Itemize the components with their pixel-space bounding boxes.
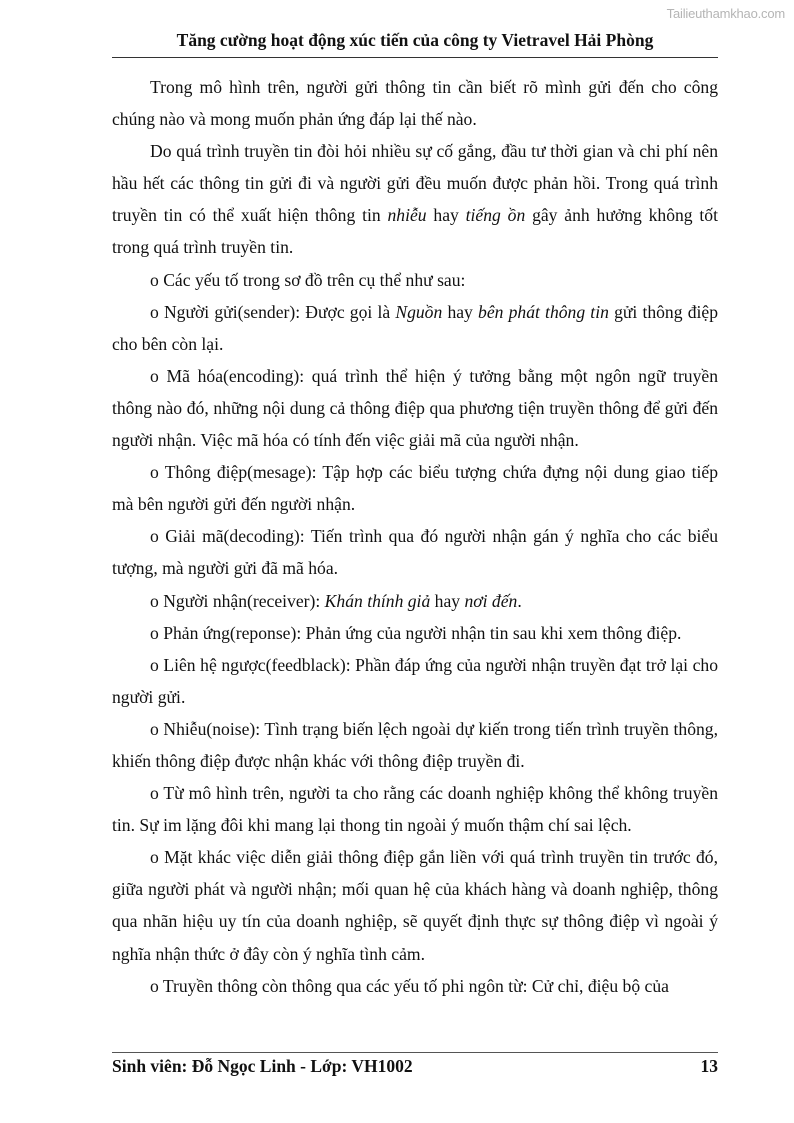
italic-text: bên phát thông tin [478, 301, 609, 322]
paragraph [112, 617, 718, 649]
text-run: gây ảnh hưởng không tốt trong quá trình truyền tin. [112, 205, 718, 258]
italic-text: nơi đến [464, 590, 518, 611]
text-run: o Nhiễu(noise): Tình trạng biến lệch ngoài dự kiến trong tiến trình truyền thông, khiến thông điệp được nhận khác với thông điệp truyền đi. [112, 718, 718, 771]
text-run: o Truyền thông còn thông qua các yếu tố phi ngôn từ: Cử chỉ, điệu bộ của [150, 975, 669, 996]
paragraph [112, 777, 718, 841]
paragraph [112, 970, 718, 1002]
text-run: o Giải mã(decoding): Tiến trình qua đó người nhận gán ý nghĩa cho các biểu tượng, mà người gửi đã mã hóa. [112, 526, 718, 579]
text-run: o Từ mô hình trên, người ta cho rằng các doanh nghiệp không thể không truyền tin. Sự im lặng đôi khi mang lại thong tin ngoài ý muốn thậm chí sai lệch. [112, 783, 718, 836]
page-header-title: Tăng cường hoạt động xúc tiến của công ty Vietravel Hải Phòng [176, 30, 654, 50]
text-run: . [517, 590, 522, 611]
italic-text: tiếng ồn [465, 205, 526, 226]
footer-student-info: Sinh viên: Đỗ Ngọc Linh - Lớp: VH1002 [112, 1056, 413, 1076]
text-run: Trong mô hình trên, người gửi thông tin cần biết rõ mình gửi đến cho công chúng nào và mong muốn phản ứng đáp lại thế nào. [112, 77, 718, 130]
footer-divider [112, 1052, 718, 1053]
italic-text: Khán thính giả [324, 590, 431, 611]
text-run: gửi thông điệp cho bên còn lại. [112, 301, 718, 354]
watermark: Tailieuthamkhao.com [666, 6, 785, 21]
paragraph [112, 713, 718, 777]
text-run: o Người nhận(receiver): [150, 590, 325, 611]
paragraph [112, 841, 718, 969]
paragraph [112, 456, 718, 520]
paragraph [112, 71, 718, 135]
header-divider [112, 57, 718, 58]
text-run: hay [442, 301, 479, 322]
paragraph [112, 520, 718, 584]
paragraph [112, 296, 718, 360]
paragraph [112, 649, 718, 713]
page-footer [112, 1056, 718, 1077]
text-run: o Mã hóa(encoding): quá trình thể hiện ý tưởng bằng một ngôn ngữ truyền thông nào đó, những nội dung cả thông điệp qua phương tiện truyền thông để gửi đến người nhận. Việc mã hóa có tính đến việc giải mã của người nhận. [112, 365, 718, 451]
text-run: Do quá trình truyền tin đòi hỏi nhiều sự cố gắng, đầu tư thời gian và chi phí nên hầu hết các thông tin gửi đi và người gửi đều muốn được phản hồi. Trong quá trình truyền tin có thể xuất hiện thông tin [112, 141, 718, 226]
text-run: o Phản ứng(reponse): Phản ứng của người nhận tin sau khi xem thông điệp. [150, 622, 682, 643]
text-run: o Các yếu tố trong sơ đồ trên cụ thể như sau: [150, 269, 466, 290]
italic-text: nhiễu [387, 205, 427, 226]
text-run: o Thông điệp(mesage): Tập hợp các biểu tượng chứa đựng nội dung giao tiếp mà bên người gửi đến người nhận. [112, 462, 718, 515]
paragraph [112, 135, 718, 263]
page-number: 13 [700, 1056, 718, 1076]
paragraph [112, 264, 718, 296]
document-body [112, 71, 718, 1002]
italic-text: Nguồn [395, 301, 443, 322]
text-run: hay [430, 590, 465, 611]
text-run: hay [426, 205, 466, 226]
paragraph [112, 360, 718, 456]
text-run: o Người gửi(sender): Được gọi là [150, 301, 396, 322]
paragraph [112, 585, 718, 617]
text-run: o Mặt khác việc diễn giải thông điệp gắn liền với quá trình truyền tin trước đó, giữa người phát và người nhận; mối quan hệ của khách hàng và doanh nghiệp, thông qua nhãn hiệu uy tín của doanh nghiệp, sẽ quyết định thực sự thông điệp vì ngoài ý nghĩa nhận thức ở đây còn ý nghĩa tình cảm. [112, 847, 718, 964]
text-run: o Liên hệ ngược(feedblack): Phần đáp ứng của người nhận truyền đạt trở lại cho người gửi. [112, 654, 718, 707]
